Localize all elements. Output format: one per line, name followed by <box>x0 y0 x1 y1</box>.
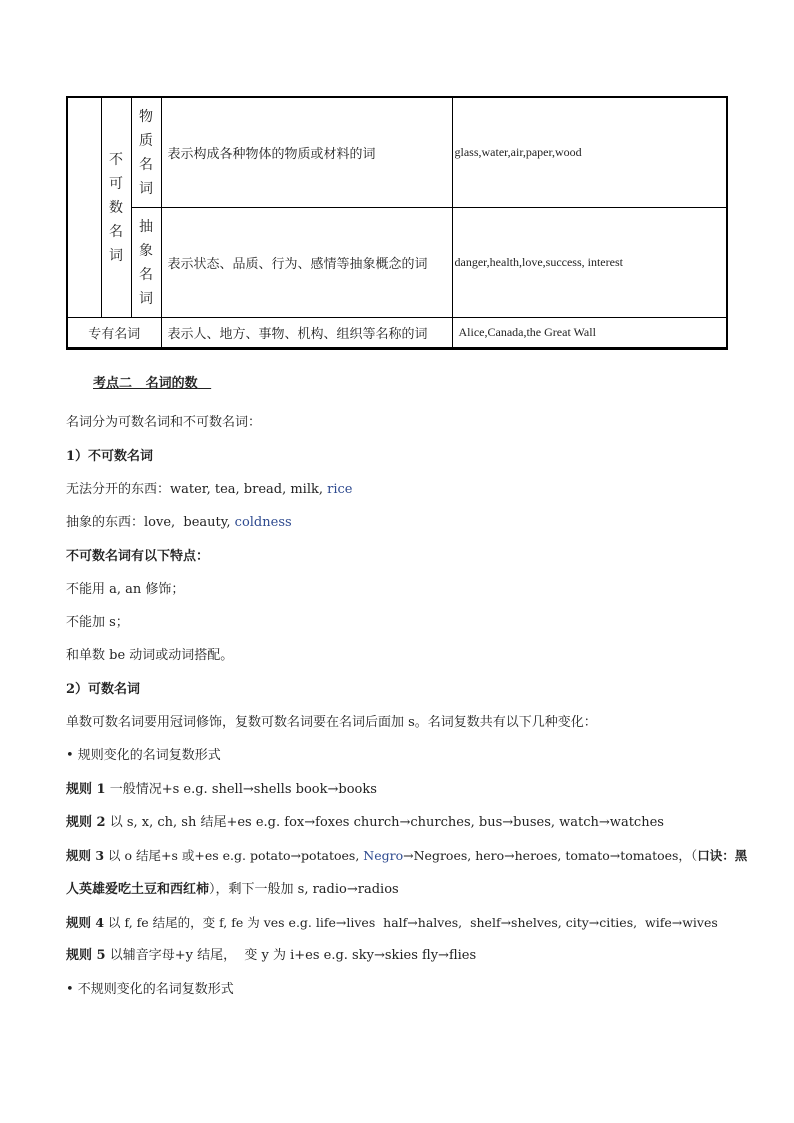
table-row-material <box>67 97 727 208</box>
abstract-examples: danger,health,love,success, interest <box>452 208 727 318</box>
regular-title: • 规则变化的名词复数形式 <box>66 748 221 763</box>
indivisible-blue-word: rice <box>327 482 353 497</box>
feature-2: 不能加 s； <box>66 615 129 630</box>
rule-3-text-a: 以 o 结尾+s 或+es e.g. potato→potatoes, <box>104 848 364 863</box>
rule-3-text-b: →Negroes, hero→heroes, tomato→tomatoes，（ <box>403 848 698 863</box>
rule-3-blue-word: Negro <box>363 848 404 863</box>
abstract-prefix: 抽象的东西：love, beauty, <box>66 515 235 530</box>
rule-3 <box>66 847 747 865</box>
rule-5 <box>66 947 476 965</box>
feature-3: 和单数 be 动词或动词搭配。 <box>66 648 234 663</box>
abstract-label-text: 抽象名词 <box>139 218 153 307</box>
table-row-proper <box>67 318 727 349</box>
material-examples: glass,water,air,paper,wood <box>452 97 727 208</box>
irregular-title: • 不规则变化的名词复数形式 <box>66 982 234 997</box>
rule-3-text-c: ），剩下一般加 s, radio→radios <box>209 882 399 897</box>
rule-1 <box>66 781 377 799</box>
rule-3-mnemonic-a: 口诀：黑 <box>697 848 748 863</box>
table-row-abstract <box>67 208 727 318</box>
indivisible-prefix: 无法分开的东西：water, tea, bread, milk, <box>66 482 328 497</box>
section-heading <box>93 375 211 393</box>
section-heading-text: 考点二 名词的数 <box>93 376 198 391</box>
uncountable-label-text: 不可数名词 <box>109 151 123 264</box>
rule-2-text: 以 s, x, ch, sh 结尾+es e.g. fox→foxes church→churches, bus→buses, watch→watches <box>105 815 664 830</box>
rule-5-text: 以辅音字母+y 结尾， 变 y 为 i+es e.g. sky→skies fly→flies <box>105 948 477 963</box>
intro-text: 名词分为可数名词和不可数名词： <box>66 415 262 430</box>
rule-3-mnemonic-b: 人英雄爱吃土豆和西红柿 <box>66 882 210 897</box>
countable-description: 单数可数名词要用冠词修饰，复数可数名词要在名词后面加 s。名词复数共有以下几种变化： <box>66 715 597 730</box>
uncountable-noun-label <box>101 97 131 318</box>
rule-1-label: 规则 1 <box>66 782 106 797</box>
rule-2-label: 规则 2 <box>66 815 106 830</box>
rule-4-label: 规则 4 <box>66 915 105 930</box>
features-title: 不可数名词有以下特点： <box>66 549 210 564</box>
uncountable-title: 1）不可数名词 <box>66 449 154 464</box>
rule-4-text: 以 f, fe 结尾的，变 f, fe 为 ves e.g. life→lives half→halves, shelf→shelves, city→cities, wife→wives <box>104 915 718 930</box>
indivisible-examples <box>66 481 353 499</box>
countable-title: 2）可数名词 <box>66 682 141 697</box>
material-label-text: 物质名词 <box>139 108 153 197</box>
rule-4 <box>66 914 718 932</box>
noun-classification-table <box>66 96 728 350</box>
rule-1-text: 一般情况+s e.g. shell→shells book→books <box>105 782 377 797</box>
abstract-examples-line <box>66 514 292 532</box>
abstract-noun-label <box>131 208 161 318</box>
rule-3-continued <box>66 881 399 899</box>
feature-1: 不能用 a, an 修饰； <box>66 582 185 597</box>
rule-5-label: 规则 5 <box>66 948 106 963</box>
abstract-description: 表示状态、品质、行为、感情等抽象概念的词 <box>161 208 452 318</box>
proper-description: 表示人、地方、事物、机构、组织等名称的词 <box>161 318 452 349</box>
rule-2 <box>66 814 664 832</box>
rule-3-label: 规则 3 <box>66 848 105 863</box>
proper-noun-label: 专有名词 <box>67 318 161 349</box>
table-blank-cell <box>67 97 101 318</box>
abstract-blue-word: coldness <box>234 515 292 530</box>
material-description: 表示构成各种物体的物质或材料的词 <box>161 97 452 208</box>
proper-examples: Alice,Canada,the Great Wall <box>452 318 727 349</box>
material-noun-label <box>131 97 161 208</box>
